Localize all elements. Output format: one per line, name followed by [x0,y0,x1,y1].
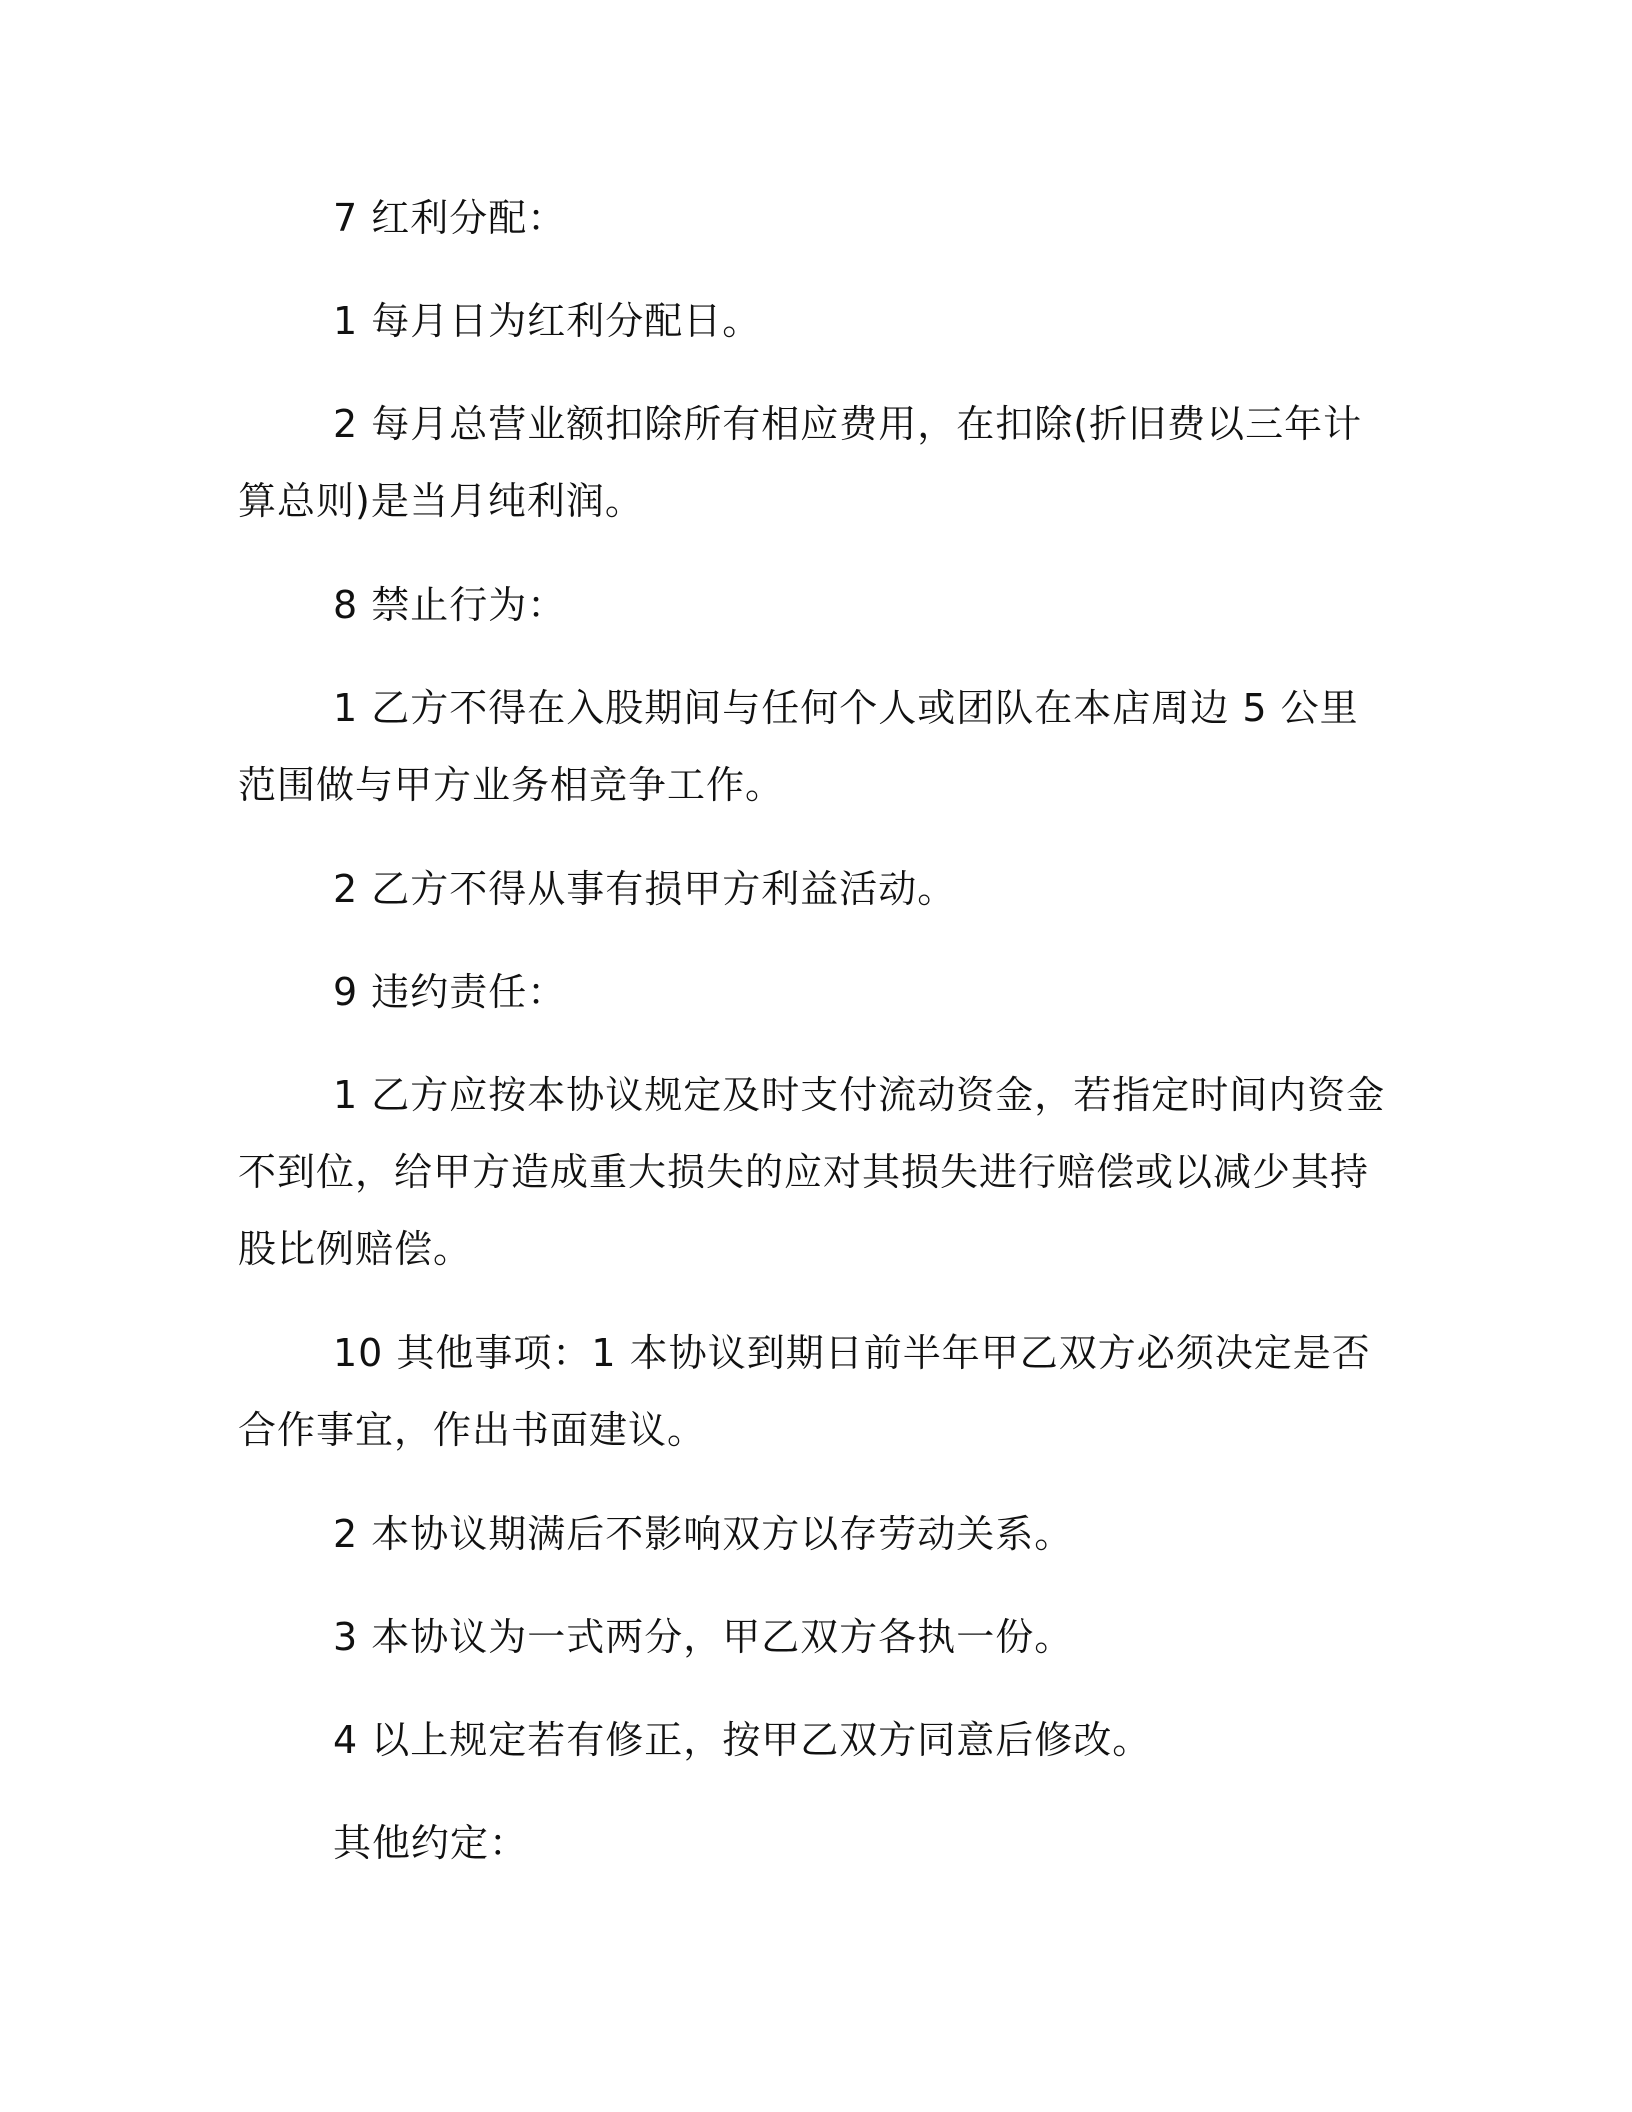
paragraph-labor-relation: 2 本协议期满后不影响双方以存劳动关系。 [333,1512,1074,1556]
section-heading-prohibited: 8 禁止行为： [333,583,567,627]
paragraph-no-harm: 2 乙方不得从事有损甲方利益活动。 [333,867,957,911]
paragraph-other-matters: 10 其他事项：1 本协议到期日前半年甲乙双方必须决定是否合作事宜，作出书面建议。 [238,1331,1371,1452]
paragraph-net-profit: 2 每月总营业额扣除所有相应费用，在扣除(折旧费以三年计算总则)是当月纯利润。 [238,402,1363,523]
paragraph-amendments: 4 以上规定若有修正，按甲乙双方同意后修改。 [333,1718,1152,1762]
paragraph-copies: 3 本协议为一式两分，甲乙双方各执一份。 [333,1615,1074,1659]
section-heading-dividend: 7 红利分配： [333,196,567,240]
paragraph-dividend-date: 1 每月日为红利分配日。 [333,299,762,343]
paragraph-non-compete: 1 乙方不得在入股期间与任何个人或团队在本店周边 5 公里范围做与甲方业务相竞争工作。 [238,686,1359,807]
paragraph-liability-funds: 1 乙方应按本协议规定及时支付流动资金，若指定时间内资金不到位，给甲方造成重大损失的应对其损失进行赔偿或以减少其持股比例赔偿。 [238,1073,1386,1271]
section-heading-other-agreements: 其他约定： [333,1821,529,1865]
section-heading-liability: 9 违约责任： [333,970,567,1014]
